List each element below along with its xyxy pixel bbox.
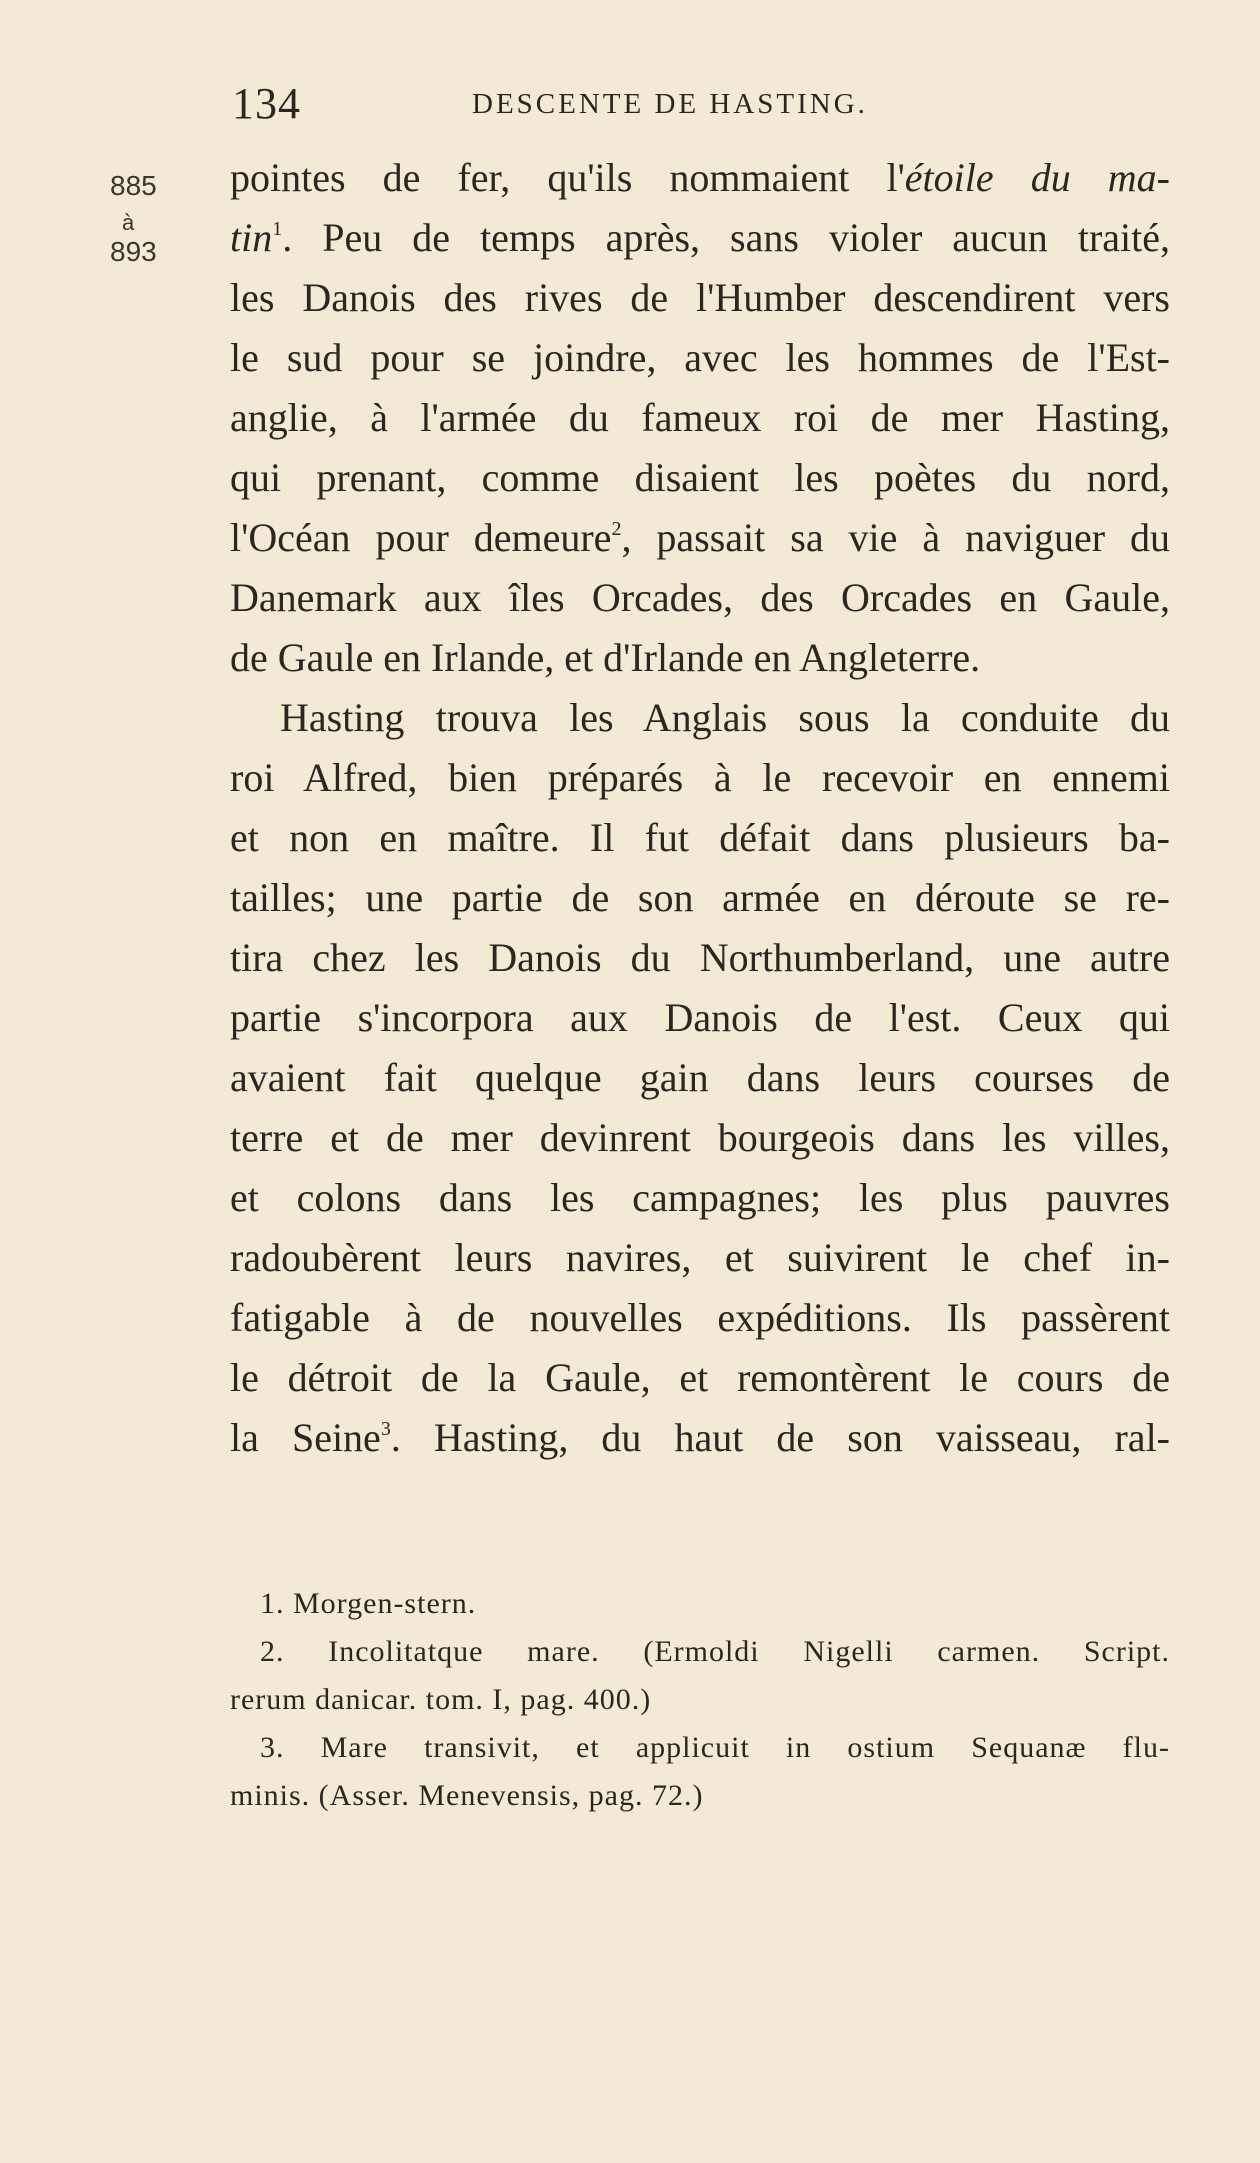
text-line: pointes de fer, qu'ils nommaient l'étoile du ma- (230, 155, 1170, 200)
text-line: roi Alfred, bien préparés à le recevoir en ennemi (230, 755, 1170, 800)
footnotes (230, 1580, 1170, 1820)
page-header (232, 78, 1182, 138)
footnote-ref: 3 (380, 1418, 391, 1440)
footnote-3-line-1: 3. Mare transivit, et applicuit in ostium Sequanæ flu- (260, 1731, 1170, 1764)
footnote-2-line-1: 2. Incolitatque mare. (Ermoldi Nigelli carmen. Script. (260, 1635, 1170, 1668)
text-line: tailles; une partie de son armée en déroute se re- (230, 875, 1170, 920)
text-line: avaient fait quelque gain dans leurs courses de (230, 1055, 1170, 1100)
margin-year-start: 885 (110, 170, 157, 201)
text-line: Danemark aux îles Orcades, des Orcades en Gaule, (230, 575, 1170, 620)
body-text (230, 148, 1170, 1468)
text-line: partie s'incorpora aux Danois de l'est. Ceux qui (230, 995, 1170, 1040)
text-line: fatigable à de nouvelles expéditions. Ils passèrent (230, 1295, 1170, 1340)
text-line: le détroit de la Gaule, et remontèrent le cours de (230, 1355, 1170, 1400)
footnote-2-line-2: rerum danicar. tom. I, pag. 400.) (230, 1683, 652, 1716)
text-line: Hasting trouva les Anglais sous la conduite du (280, 695, 1170, 740)
running-head: DESCENTE DE HASTING. (472, 88, 868, 120)
text-line: l'Océan pour demeure$^2$, passait sa vie à naviguer du (230, 515, 1171, 560)
margin-year-separator: à (122, 210, 135, 235)
text-line: et colons dans les campagnes; les plus pauvres (230, 1175, 1170, 1220)
text-line: terre et de mer devinrent bourgeois dans les villes, (230, 1115, 1170, 1160)
text-line: la Seine$^3$. Hasting, du haut de son vaisseau, ral- (230, 1415, 1170, 1460)
page-number: 134 (232, 79, 301, 128)
text-line: anglie, à l'armée du fameux roi de mer Hasting, (230, 395, 1170, 440)
footnote-3-line-2: minis. (Asser. Menevensis, pag. 72.) (230, 1779, 704, 1812)
text-line: tira chez les Danois du Northumberland, une autre (230, 935, 1170, 980)
text-line: et non en maître. Il fut défait dans plusieurs ba- (230, 815, 1170, 860)
margin-year-end: 893 (110, 236, 157, 267)
text-line: les Danois des rives de l'Humber descendirent vers (230, 275, 1170, 320)
text-line: le sud pour se joindre, avec les hommes de l'Est- (230, 335, 1170, 380)
text-line: qui prenant, comme disaient les poètes du nord, (230, 455, 1170, 500)
footnote-ref: 1 (272, 218, 283, 240)
text-line: radoubèrent leurs navires, et suivirent le chef in- (230, 1235, 1170, 1280)
text-line: de Gaule en Irlande, et d'Irlande en Angleterre. (230, 635, 981, 680)
footnote-1: 1. Morgen-stern. (260, 1587, 477, 1620)
text-line: tin$^1$. Peu de temps après, sans violer aucun traité, (230, 215, 1170, 260)
footnote-ref: 2 (611, 518, 622, 540)
